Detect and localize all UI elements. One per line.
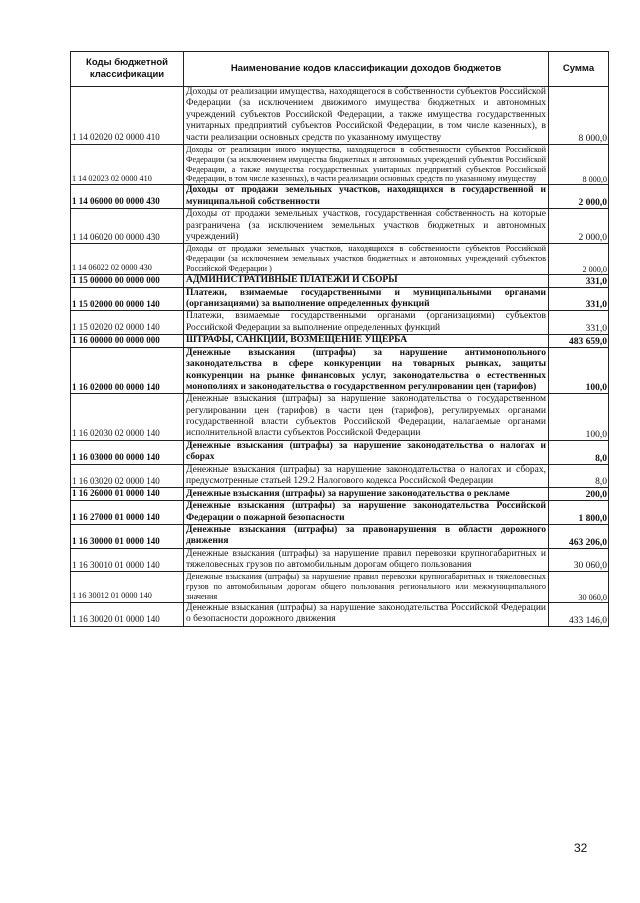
row-name: Денежные взыскания (штрафы) за нарушение правил перевозки крупногабаритных и тяжеловесных грузов по автомобильным дорогам общего пользования регионального или межмуниципального значения bbox=[184, 572, 549, 603]
row-sum: 483 659,0 bbox=[549, 335, 609, 348]
table-row bbox=[71, 524, 609, 548]
row-name: Платежи, взимаемые государственными органами (организациями) субъектов Российской Федерации за выполнение определенных функций bbox=[184, 311, 549, 335]
row-name: Денежные взыскания (штрафы) за нарушение законодательства о налогах и сборах bbox=[184, 440, 549, 464]
table-header-row bbox=[71, 52, 609, 87]
row-name: Доходы от продажи земельных участков, находящихся в собственности субъектов Российской Федерации (за исключением земельных участков бюджетных и автономных учреждений субъектов Российской Федерации ) bbox=[184, 244, 549, 275]
row-code: 1 15 02020 02 0000 140 bbox=[71, 311, 184, 335]
row-code: 1 14 06022 02 0000 430 bbox=[71, 244, 184, 275]
table-row bbox=[71, 548, 609, 572]
row-code: 1 16 03000 00 0000 140 bbox=[71, 440, 184, 464]
row-sum: 100,0 bbox=[549, 394, 609, 441]
row-name: Платежи, взимаемые государственными и муниципальными органами (организациями) за выполнение определенных функций bbox=[184, 287, 549, 311]
row-sum: 331,0 bbox=[549, 287, 609, 311]
row-sum: 2 000,0 bbox=[549, 244, 609, 275]
table-row bbox=[71, 347, 609, 394]
row-name: Доходы от реализации имущества, находящегося в собственности субъектов Российской Федерации (за исключением движимого имущества бюджетных и автономных учреждений субъектов Российской Федерации, а также имущества государственных унитарных предприятий субъектов Российской Федерации, в том числе казенных), в части реализации основных средств по указанному имуществу bbox=[184, 87, 549, 145]
row-name: Денежные взыскания (штрафы) за нарушение правил перевозки крупногабаритных и тяжеловесных грузов по автомобильным дорогам общего пользования bbox=[184, 548, 549, 572]
row-sum: 331,0 bbox=[549, 274, 609, 287]
row-code: 1 16 00000 00 0000 000 bbox=[71, 335, 184, 348]
table-row bbox=[71, 488, 609, 501]
row-name: Денежные взыскания (штрафы) за правонарушения в области дорожного движения bbox=[184, 524, 549, 548]
row-code: 1 15 02000 00 0000 140 bbox=[71, 287, 184, 311]
row-sum: 2 000,0 bbox=[549, 209, 609, 244]
row-code: 1 16 30012 01 0000 140 bbox=[71, 572, 184, 603]
row-code: 1 14 02020 02 0000 410 bbox=[71, 87, 184, 145]
table-body bbox=[71, 87, 609, 627]
row-code: 1 14 06020 00 0000 430 bbox=[71, 209, 184, 244]
row-code: 1 16 30010 01 0000 140 bbox=[71, 548, 184, 572]
page-number: 32 bbox=[574, 841, 588, 855]
row-sum: 30 060,0 bbox=[549, 548, 609, 572]
row-name: Денежные взыскания (штрафы) за нарушение законодательства о налогах и сборах, предусмотренные статьей 129.2 Налогового кодекса Российской Федерации bbox=[184, 464, 549, 488]
table-row bbox=[71, 603, 609, 627]
row-sum: 433 146,0 bbox=[549, 603, 609, 627]
row-name: Денежные взыскания (штрафы) за нарушение законодательства о государственном регулировании цен (тарифов) в части цен (тарифов), регулируемых органами государственной власти субъектов Российской Федерации, налагаемые органами исполнительной власти субъектов Российской Федерации bbox=[184, 394, 549, 441]
table-row bbox=[71, 244, 609, 275]
row-name: Доходы от реализации иного имущества, находящегося в собственности субъектов Российской Федерации (за исключением имущества бюджетных и автономных учреждений субъектов Российской Федерации, а также имущества государственных унитарных предприятий субъектов Российской Федерации, в том числе казенных), в части реализации основных средств по указанному имуществу bbox=[184, 144, 549, 184]
row-sum: 331,0 bbox=[549, 311, 609, 335]
row-code: 1 16 27000 01 0000 140 bbox=[71, 501, 184, 525]
row-name: Денежные взыскания (штрафы) за нарушение антимонопольного законодательства в сфере конкуренции на товарных рынках, защиты конкуренции на рынке финансовых услуг, законодательства о естественных монополиях и законодательства о государственном регулировании цен (тарифов) bbox=[184, 347, 549, 394]
row-name: АДМИНИСТРАТИВНЫЕ ПЛАТЕЖИ И СБОРЫ bbox=[184, 274, 549, 287]
row-sum: 100,0 bbox=[549, 347, 609, 394]
row-code: 1 16 30000 01 0000 140 bbox=[71, 524, 184, 548]
row-sum: 8 000,0 bbox=[549, 87, 609, 145]
revenue-table bbox=[70, 51, 609, 627]
row-name: Денежные взыскания (штрафы) за нарушение законодательства Российской Федерации о пожарной безопасности bbox=[184, 501, 549, 525]
header-code: Коды бюджетной классификации bbox=[71, 52, 184, 87]
table-row bbox=[71, 440, 609, 464]
row-code: 1 16 30020 01 0000 140 bbox=[71, 603, 184, 627]
row-sum: 463 206,0 bbox=[549, 524, 609, 548]
row-name: Денежные взыскания (штрафы) за нарушение законодательства о рекламе bbox=[184, 488, 549, 501]
row-sum: 8,0 bbox=[549, 464, 609, 488]
table-row bbox=[71, 311, 609, 335]
row-sum: 30 060,0 bbox=[549, 572, 609, 603]
table-row bbox=[71, 87, 609, 145]
table-row bbox=[71, 185, 609, 209]
row-code: 1 16 26000 01 0000 140 bbox=[71, 488, 184, 501]
row-sum: 8 000,0 bbox=[549, 144, 609, 184]
row-sum: 8,0 bbox=[549, 440, 609, 464]
row-code: 1 16 02030 02 0000 140 bbox=[71, 394, 184, 441]
table-row bbox=[71, 572, 609, 603]
header-name: Наименование кодов классификации доходов бюджетов bbox=[184, 52, 549, 87]
table-row bbox=[71, 464, 609, 488]
row-name: ШТРАФЫ, САНКЦИИ, ВОЗМЕЩЕНИЕ УЩЕРБА bbox=[184, 335, 549, 348]
table-row bbox=[71, 394, 609, 441]
table-row bbox=[71, 144, 609, 184]
row-sum: 200,0 bbox=[549, 488, 609, 501]
row-code: 1 15 00000 00 0000 000 bbox=[71, 274, 184, 287]
row-name: Доходы от продажи земельных участков, находящихся в государственной и муниципальной собственности bbox=[184, 185, 549, 209]
table-row bbox=[71, 287, 609, 311]
table-row bbox=[71, 335, 609, 348]
row-sum: 2 000,0 bbox=[549, 185, 609, 209]
row-code: 1 16 03020 02 0000 140 bbox=[71, 464, 184, 488]
row-sum: 1 800,0 bbox=[549, 501, 609, 525]
row-code: 1 14 02023 02 0000 410 bbox=[71, 144, 184, 184]
table-row bbox=[71, 501, 609, 525]
row-code: 1 14 06000 00 0000 430 bbox=[71, 185, 184, 209]
table-row bbox=[71, 209, 609, 244]
header-sum: Сумма bbox=[549, 52, 609, 87]
row-name: Доходы от продажи земельных участков, государственная собственность на которые разграничена (за исключением земельных участков бюджетных и автономных учреждений) bbox=[184, 209, 549, 244]
row-name: Денежные взыскания (штрафы) за нарушение законодательства Российской Федерации о безопасности дорожного движения bbox=[184, 603, 549, 627]
table-row bbox=[71, 274, 609, 287]
row-code: 1 16 02000 00 0000 140 bbox=[71, 347, 184, 394]
